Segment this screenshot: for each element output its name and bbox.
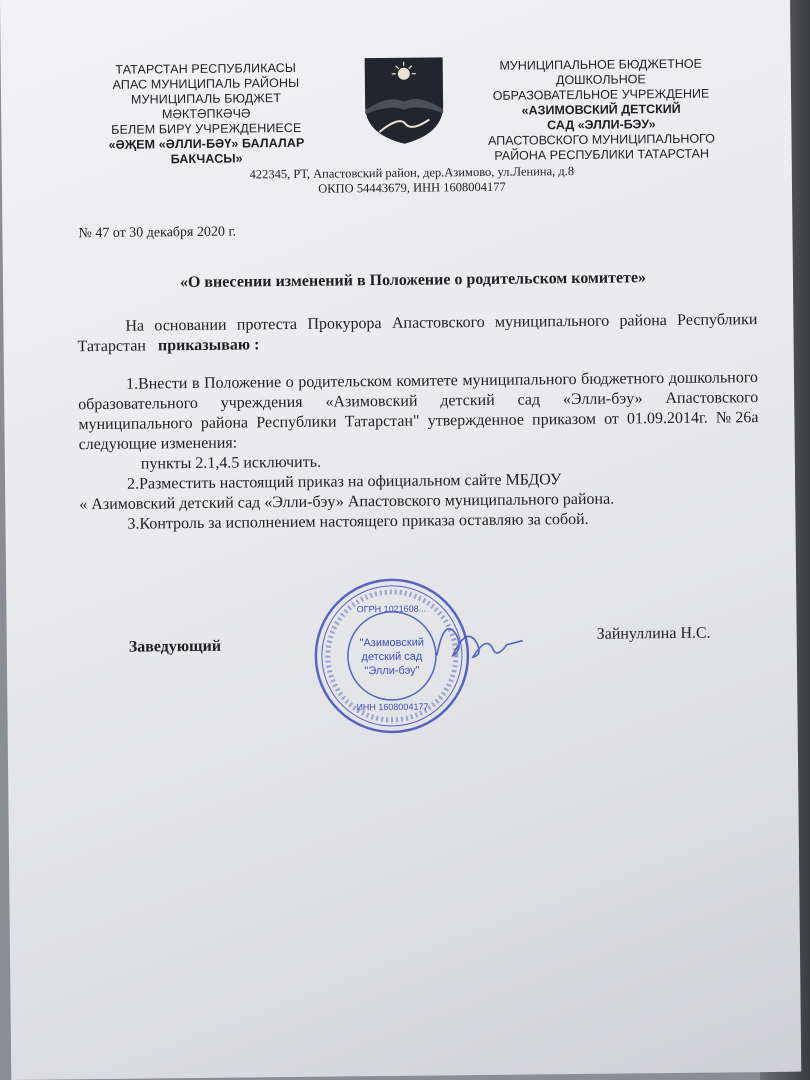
stamp-center-line-1: "Азимовский [359, 636, 425, 650]
header-right-line: РАЙОНА РЕСПУБЛИКИ ТАТАРСТАН [494, 146, 710, 163]
order-item-2: 2.Разместить настоящий приказ на официальном сайте МБДОУ [126, 471, 562, 493]
stamp-inn: ИНН 1608004177 [356, 701, 429, 713]
header-right-line: САД «ЭЛЛИ-БЭУ» [547, 117, 656, 133]
order-item-1: 1.Внести в Положение о родительском комитете муниципального бюджетного дошкольного образовательного учреждения «Азимовский детский сад «Элли-бэу» Апастовского муниципального района Республики Татарстан" утвержденное приказом от 01.09.2014г. №26а следующие изменения: [78, 369, 759, 454]
order-item-1-sub: пункты 2.1,4.5 исключить. [140, 453, 322, 473]
okpo-inn-line: ОКПО 54443679, ИНН 1608004177 [318, 179, 506, 196]
basis-text: На основании протеста Прокурора Апастовского муниципального района Республики Татарстан [77, 311, 758, 356]
header-left-line: АПАС МУНИЦИПАЛЬ РАЙОНЫ [112, 75, 300, 92]
order-item-3: 3.Контроль за исполнением настоящего приказа оставляю за собой. [127, 510, 589, 533]
header-right-line: ОБРАЗОВАТЕЛЬНОЕ УЧРЕЖДЕНИЕ [492, 86, 710, 103]
header-right-line: «АЗИМОВСКИЙ ДЕТСКИЙ [521, 101, 681, 118]
order-item-2-continued: « Азимовский детский сад «Элли-бэу» Апастовского муниципального района. [79, 490, 615, 514]
stamp-center-line-3: "Элли-бэу" [364, 664, 420, 678]
signatory-name: Зайнуллина Н.С. [596, 624, 711, 643]
stamp-center-line-2: детский сад [361, 650, 423, 664]
header-left-tatar [81, 61, 332, 169]
basis-command: приказываю : [157, 336, 260, 355]
header-right-line: МУНИЦИПАЛЬНОЕ БЮДЖЕТНОЕ [499, 56, 703, 73]
municipal-coat-of-arms-icon [359, 53, 450, 146]
header-right-line: АПАСТОВСКОГО МУНИЦИПАЛЬНОГО [487, 131, 716, 148]
handwritten-signature [426, 605, 527, 676]
address-line: 422345, РТ, Апастовский район, дер.Азимово, ул.Ленина, д.8 [249, 163, 575, 182]
header-left-line: ТАТАРСТАН РЕСПУБЛИКАСЫ [115, 60, 297, 77]
order-body [77, 310, 759, 535]
header-left-line: БЕЛЕМ БИРҮ УЧРЕЖДЕНИЕСЕ [111, 120, 302, 137]
header-left-line: «ӘҖЕМ «ӘЛЛИ-БӘҮ» БАЛАЛАР [108, 135, 305, 152]
stamp-ogrn: ОГРН 1021608... [356, 603, 427, 615]
header-left-line: БАКЧАСЫ» [170, 151, 243, 167]
header-left-line: МУНИЦИПАЛЬ БЮДЖЕТ [130, 91, 282, 107]
order-title: «О внесении изменений в Положение о родительском комитете» [179, 269, 647, 292]
header-right-russian [471, 56, 732, 164]
order-number-date: № 47 от 30 декабря 2020 г. [78, 224, 237, 242]
signatory-role: Заведующий [128, 637, 222, 656]
header-left-line: МӘКТӘПКӘЧӘ [161, 106, 251, 122]
order-basis [77, 310, 757, 357]
address-block [172, 163, 652, 198]
header-right-line: ДОШКОЛЬНОЕ [555, 72, 646, 88]
